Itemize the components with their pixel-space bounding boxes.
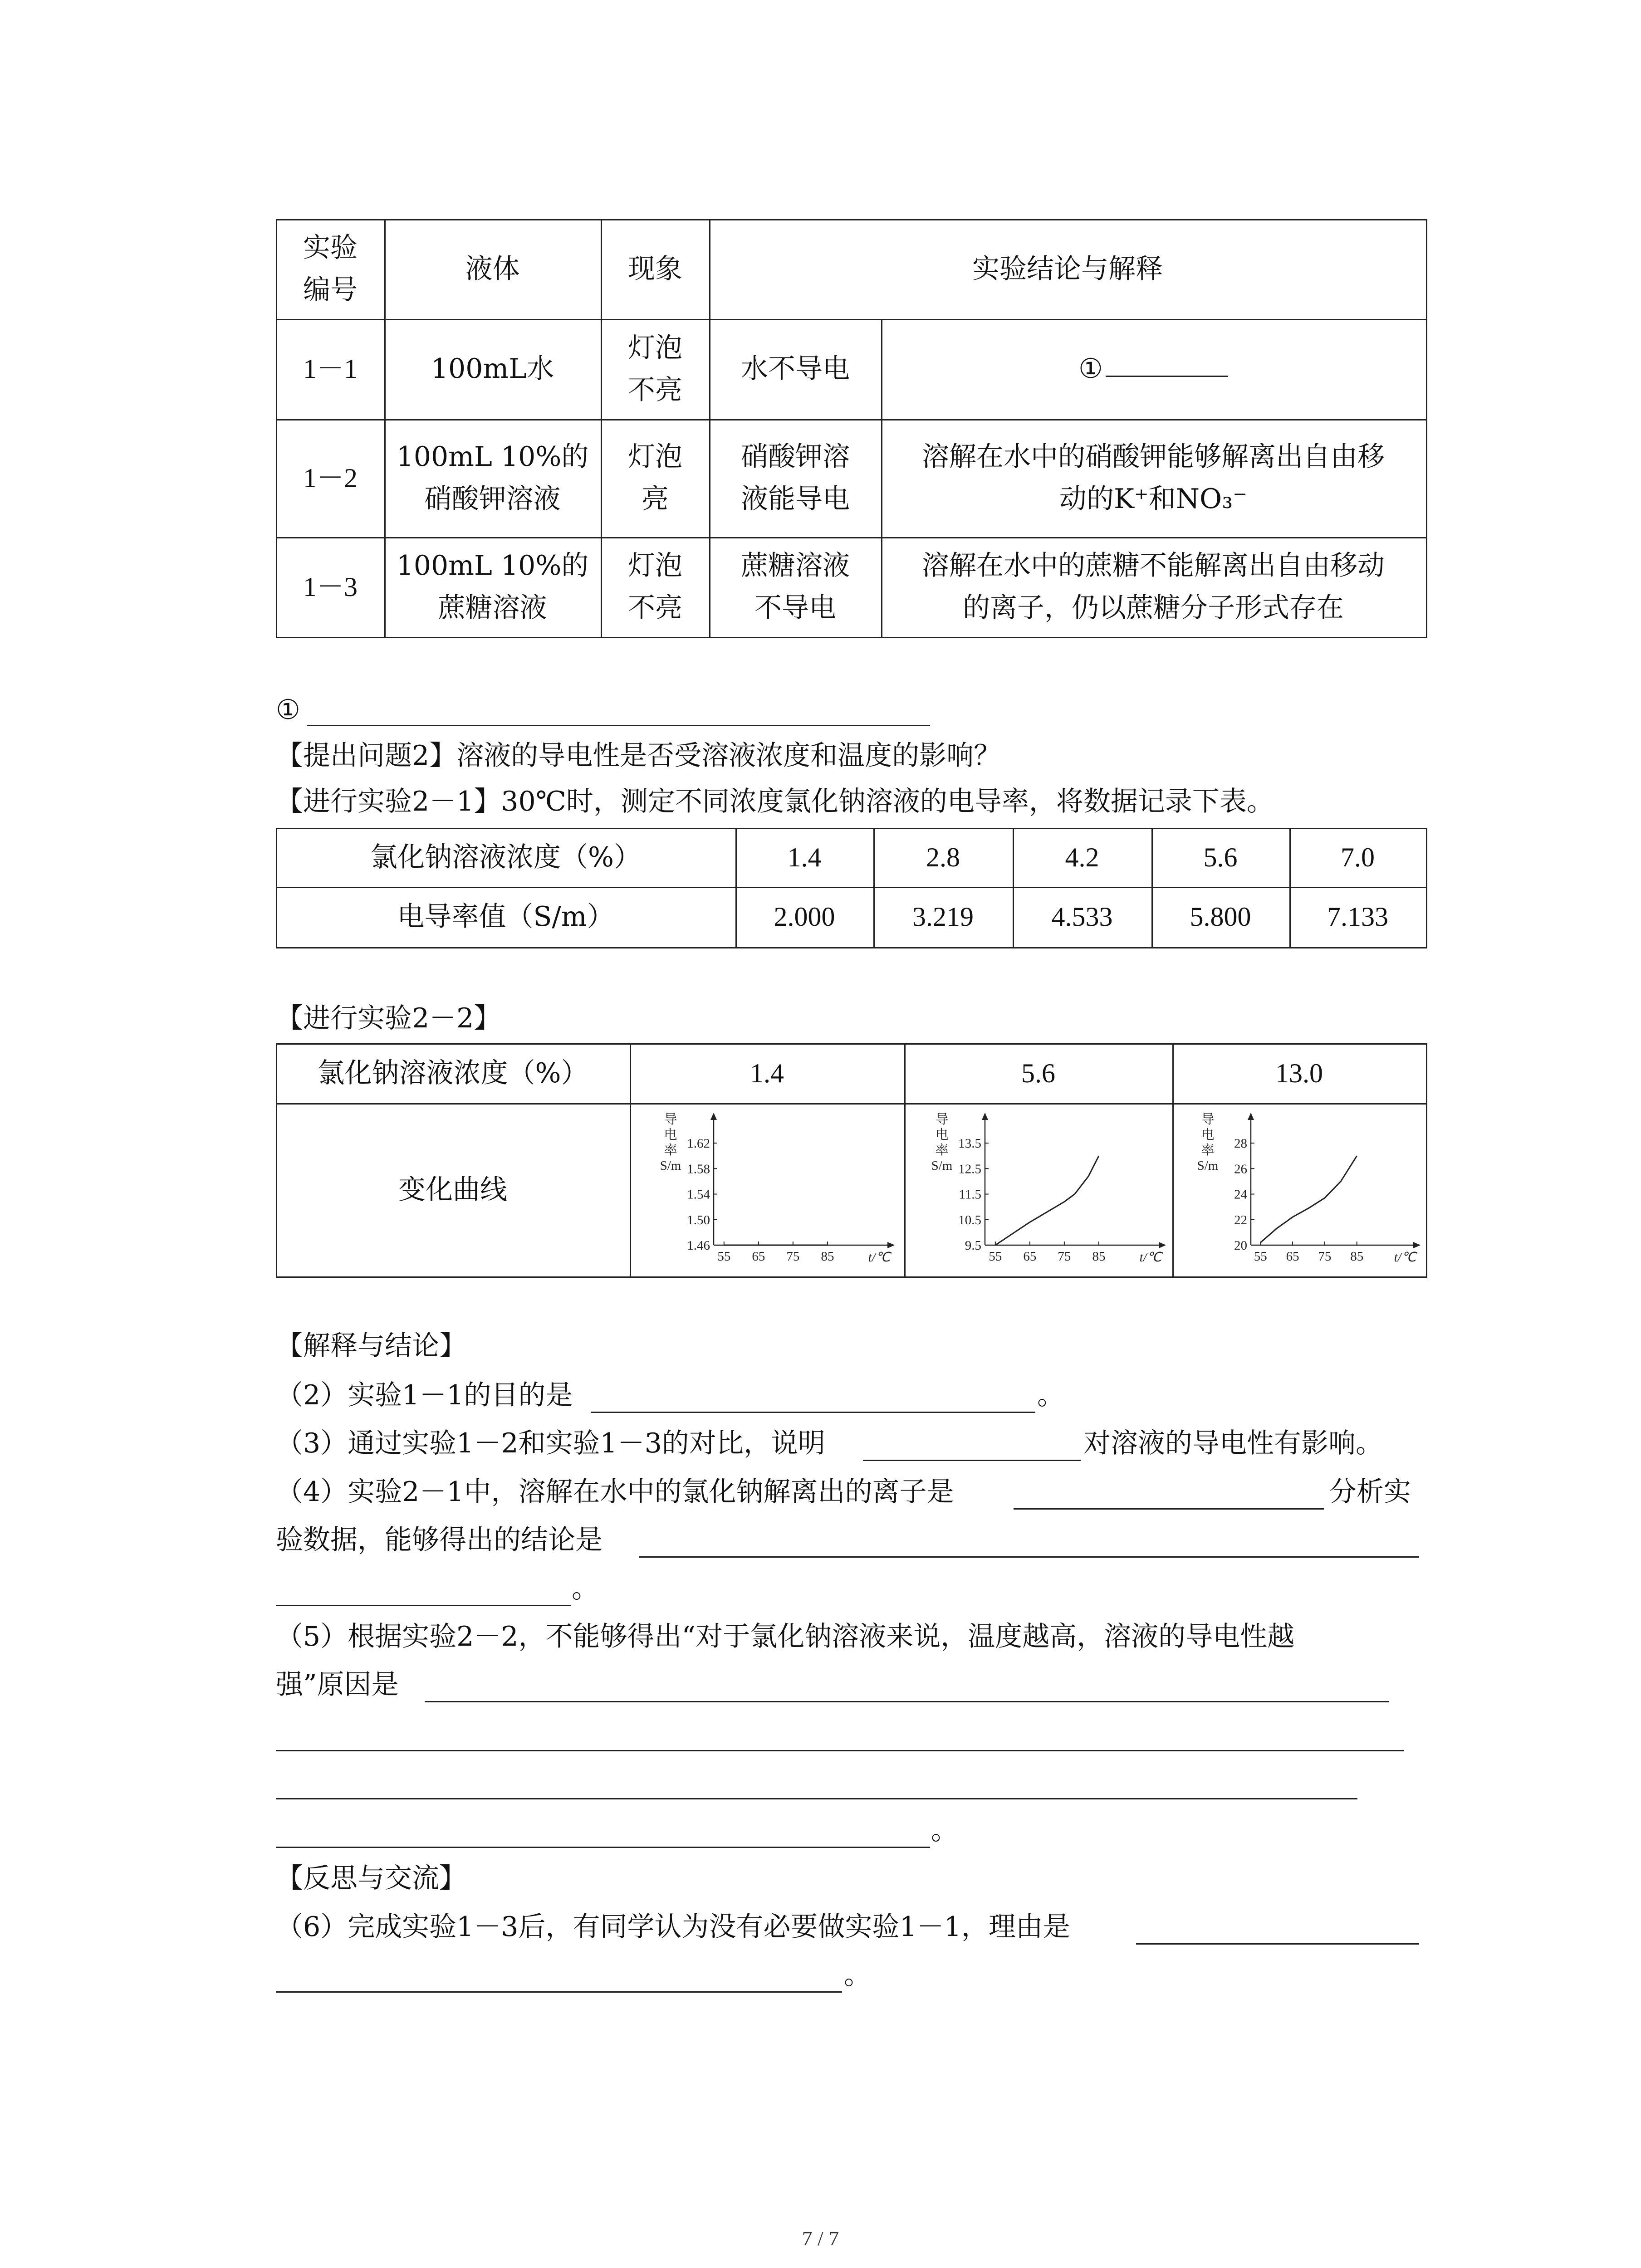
curve-row-label: 变化曲线 bbox=[398, 1173, 507, 1206]
conductivity-value: 7.133 bbox=[1327, 902, 1388, 932]
x-tick-label: 55 bbox=[717, 1249, 731, 1264]
y-axis-label-char: S/m bbox=[660, 1158, 681, 1173]
conductivity-row-label: 电导率值（S/m） bbox=[397, 901, 614, 933]
y-axis-label-char: 电 bbox=[935, 1128, 949, 1142]
question-2-heading: 【提出问题2】溶液的导电性是否受溶液浓度和温度的影响？ bbox=[276, 740, 1001, 772]
x-tick-label: 75 bbox=[1058, 1249, 1071, 1264]
q3-text: （3）通过实验1－2和实验1－3的对比，说明 bbox=[276, 1427, 825, 1459]
q6-answer-line-1[interactable] bbox=[1136, 1943, 1419, 1945]
row-1-1-observation: 水不导电 bbox=[741, 353, 850, 385]
reflect-heading: 【反思与交流】 bbox=[276, 1862, 466, 1894]
x-tick-label: 85 bbox=[1092, 1249, 1106, 1264]
header-phenomenon: 现象 bbox=[628, 253, 682, 285]
y-tick-label: 26 bbox=[1234, 1162, 1247, 1177]
x-tick-label: 65 bbox=[1023, 1249, 1037, 1264]
row-1-2-no: 1－2 bbox=[303, 463, 358, 493]
row-1-3-observation: 蔗糖溶液 不导电 bbox=[741, 550, 850, 624]
row-1-2-observation: 硝酸钾溶 液能导电 bbox=[741, 441, 850, 515]
x-axis-arrow bbox=[887, 1242, 895, 1248]
y-axis-label-char: 导 bbox=[664, 1112, 677, 1127]
y-tick-label: 28 bbox=[1234, 1136, 1247, 1151]
q4-after: 分析实 bbox=[1329, 1476, 1411, 1508]
q6-text: （6）完成实验1－3后，有同学认为没有必要做实验1－1，理由是 bbox=[276, 1911, 1070, 1943]
q3-after: 对溶液的导电性有影响。 bbox=[1083, 1427, 1383, 1459]
concentration-value: 4.2 bbox=[1065, 842, 1099, 872]
q2-answer-line[interactable] bbox=[591, 1412, 1035, 1413]
q6-answer-line-2[interactable] bbox=[276, 1991, 842, 1993]
row-1-1-blank-marker: ① bbox=[1078, 353, 1103, 385]
conductivity-value: 5.800 bbox=[1190, 902, 1251, 932]
q4-line2: 验数据，能够得出的结论是 bbox=[276, 1524, 603, 1556]
blank-1-answer-line[interactable] bbox=[307, 725, 930, 726]
q5-answer-line-3[interactable] bbox=[276, 1798, 1357, 1799]
q4-end: 。 bbox=[572, 1573, 599, 1604]
row-1-3-no: 1－3 bbox=[303, 572, 358, 602]
header-conclusion: 实验结论与解释 bbox=[972, 253, 1163, 285]
row-1-2-conclusion-line2: 动的K⁺和NO₃⁻ bbox=[1059, 483, 1247, 515]
y-axis-arrow bbox=[982, 1113, 988, 1120]
x-tick-label: 55 bbox=[1254, 1249, 1267, 1264]
x-tick-label: 85 bbox=[1350, 1249, 1364, 1264]
y-tick-label: 20 bbox=[1234, 1238, 1247, 1253]
row-1-2-phenomenon: 灯泡 亮 bbox=[628, 441, 682, 515]
q2-end: 。 bbox=[1037, 1379, 1064, 1411]
conductivity-value: 4.533 bbox=[1051, 902, 1113, 932]
y-tick-label: 24 bbox=[1234, 1187, 1247, 1202]
x-axis-label: t/℃ bbox=[868, 1250, 891, 1265]
y-axis-label-char: S/m bbox=[931, 1158, 953, 1173]
y-tick-label: 1.58 bbox=[687, 1162, 710, 1177]
q5-line2: 强”原因是 bbox=[276, 1669, 399, 1701]
explain-heading: 【解释与结论】 bbox=[276, 1330, 466, 1362]
row-1-1-answer-blank[interactable] bbox=[1106, 375, 1228, 377]
x-tick-label: 75 bbox=[1318, 1249, 1332, 1264]
concentration-value: 5.6 bbox=[1203, 842, 1238, 872]
y-tick-label: 11.5 bbox=[959, 1187, 981, 1202]
series-line bbox=[995, 1156, 1099, 1245]
x-tick-label: 65 bbox=[752, 1249, 765, 1264]
y-axis-label-char: 电 bbox=[1201, 1128, 1215, 1142]
header-exp-no: 实验 编号 bbox=[303, 232, 358, 306]
x-axis-label: t/℃ bbox=[1139, 1250, 1162, 1265]
series-line bbox=[1260, 1156, 1357, 1242]
q5-answer-line-1[interactable] bbox=[425, 1701, 1389, 1702]
row-1-3-liquid: 100mL 10%的 蔗糖溶液 bbox=[396, 550, 589, 624]
q3-answer-line[interactable] bbox=[863, 1460, 1081, 1461]
y-axis-arrow bbox=[1248, 1113, 1254, 1120]
concentration-value: 1.4 bbox=[787, 842, 822, 872]
row-1-3-conclusion: 溶解在水中的蔗糖不能解离出自由移动 的离子，仍以蔗糖分子形式存在 bbox=[922, 550, 1385, 624]
x-tick-label: 75 bbox=[786, 1249, 800, 1264]
y-tick-label: 10.5 bbox=[958, 1212, 981, 1227]
q4-text: （4）实验2－1中，溶解在水中的氯化钠解离出的离子是 bbox=[276, 1476, 954, 1508]
header-liquid: 液体 bbox=[465, 253, 520, 285]
y-axis-label-char: 率 bbox=[935, 1143, 949, 1158]
y-tick-label: 9.5 bbox=[965, 1238, 981, 1253]
concentration-row-label: 氯化钠溶液浓度（%） bbox=[370, 841, 641, 873]
q4-answer-line-3[interactable] bbox=[276, 1605, 571, 1606]
x-axis-label: t/℃ bbox=[1394, 1250, 1416, 1265]
row-1-2-conclusion-line1: 溶解在水中的硝酸钾能够解离出自由移 bbox=[922, 441, 1385, 473]
concentration-value: 2.8 bbox=[926, 842, 960, 872]
concentration-value: 7.0 bbox=[1341, 842, 1375, 872]
x-axis-arrow bbox=[1413, 1242, 1421, 1248]
q5-answer-line-4[interactable] bbox=[276, 1847, 930, 1848]
curve-concentration-value: 5.6 bbox=[1021, 1058, 1055, 1088]
y-axis-label-char: S/m bbox=[1197, 1158, 1219, 1173]
y-axis-label-char: 电 bbox=[664, 1128, 677, 1142]
y-tick-label: 12.5 bbox=[958, 1162, 981, 1177]
curve-concentration-value: 13.0 bbox=[1275, 1058, 1323, 1088]
q5-end: 。 bbox=[931, 1814, 958, 1846]
curve-concentration-value: 1.4 bbox=[750, 1058, 784, 1088]
y-tick-label: 1.46 bbox=[687, 1238, 710, 1253]
row-1-2-liquid: 100mL 10%的 硝酸钾溶液 bbox=[396, 441, 589, 515]
x-axis-arrow bbox=[1159, 1242, 1166, 1248]
y-tick-label: 22 bbox=[1234, 1212, 1247, 1227]
y-tick-label: 1.54 bbox=[687, 1187, 710, 1202]
blank-1-label: ① bbox=[276, 694, 300, 726]
conductivity-value: 3.219 bbox=[912, 902, 974, 932]
conductivity-chart-2 bbox=[910, 1109, 1169, 1272]
y-tick-label: 13.5 bbox=[958, 1136, 981, 1151]
experiment-2-1-intro: 【进行实验2－1】30℃时，测定不同浓度氯化钠溶液的电导率，将数据记录下表。 bbox=[276, 786, 1274, 817]
x-tick-label: 55 bbox=[989, 1249, 1002, 1264]
x-tick-label: 65 bbox=[1286, 1249, 1299, 1264]
x-tick-label: 85 bbox=[821, 1249, 834, 1264]
y-axis-label-char: 率 bbox=[664, 1143, 677, 1158]
row-1-1-liquid bbox=[384, 319, 601, 419]
q6-end: 。 bbox=[844, 1959, 871, 1991]
conductivity-chart-3 bbox=[1176, 1109, 1423, 1272]
y-axis-label-char: 导 bbox=[935, 1112, 949, 1127]
row-1-1-phenomenon: 灯泡 不亮 bbox=[628, 332, 682, 406]
y-axis-arrow bbox=[710, 1113, 717, 1120]
row-1-1-no: 1－1 bbox=[303, 354, 358, 384]
row-1-1-liquid-text: 100mL水 bbox=[431, 353, 554, 385]
conductivity-chart-1 bbox=[639, 1109, 897, 1272]
row-1-1-conclusion bbox=[881, 319, 1425, 419]
q4-answer-line-1[interactable] bbox=[1014, 1508, 1324, 1510]
q2-text: （2）实验1－1的目的是 bbox=[276, 1379, 573, 1411]
experiment-2-2-title: 【进行实验2－2】 bbox=[276, 1002, 501, 1034]
y-tick-label: 1.50 bbox=[687, 1212, 710, 1227]
q5-answer-line-2[interactable] bbox=[276, 1750, 1404, 1751]
row-1-3-phenomenon: 灯泡 不亮 bbox=[628, 550, 682, 624]
q5-line1: （5）根据实验2－2，不能够得出“对于氯化钠溶液来说，温度越高，溶液的导电性越 bbox=[276, 1621, 1295, 1652]
page-number: 7 / 7 bbox=[802, 2227, 839, 2250]
y-axis-label-char: 率 bbox=[1201, 1143, 1215, 1158]
row-1-2-conclusion bbox=[881, 419, 1425, 537]
y-axis-label-char: 导 bbox=[1201, 1112, 1215, 1127]
curve-concentration-label: 氯化钠溶液浓度（%） bbox=[317, 1057, 588, 1089]
q4-answer-line-2[interactable] bbox=[639, 1556, 1419, 1558]
y-tick-label: 1.62 bbox=[687, 1136, 710, 1151]
conductivity-value: 2.000 bbox=[774, 902, 835, 932]
